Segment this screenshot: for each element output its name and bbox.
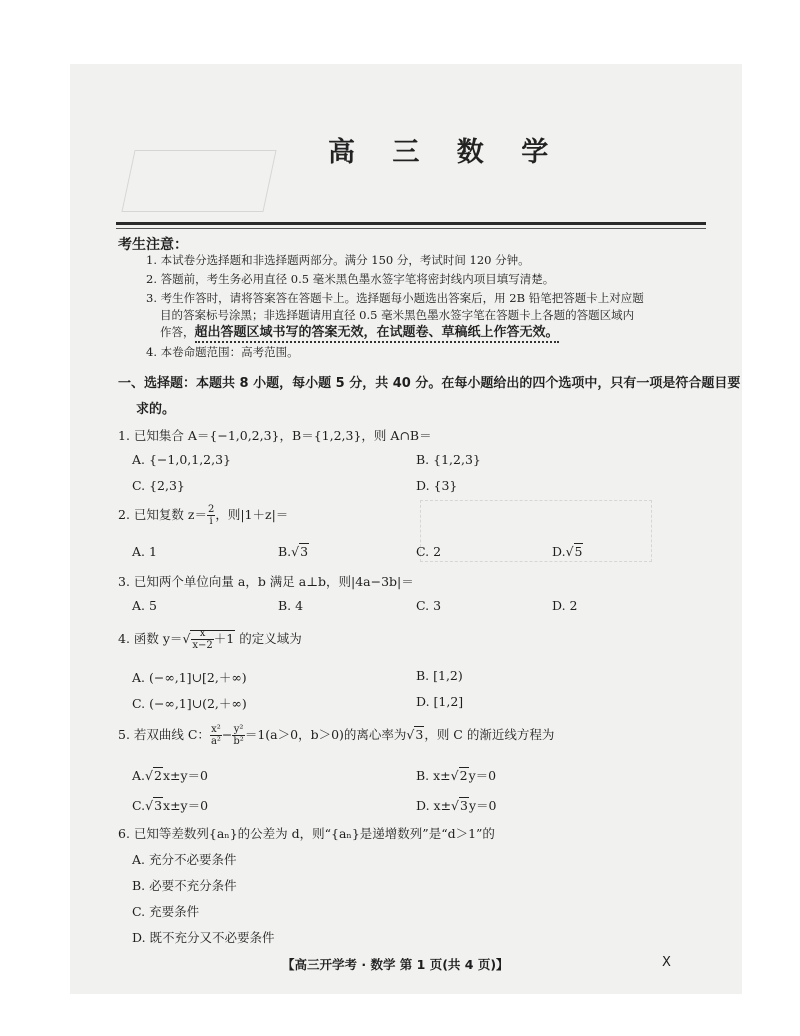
- option-letter: D. x±: [416, 798, 452, 813]
- question-4-option-a: A. (−∞,1]∪[2,＋∞): [132, 670, 247, 685]
- question-6-stem: 6. 已知等差数列{aₙ}的公差为 d，则“{aₙ}是递增数列”是“d＞1”的: [118, 826, 495, 841]
- question-2-stem: [118, 504, 288, 527]
- notice-line-1: 1. 本试卷分选择题和非选择题两部分。满分 150 分，考试时间 120 分钟。: [146, 253, 530, 267]
- notice-heading: 考生注意：: [118, 237, 188, 253]
- bleed-through-box: [420, 500, 652, 562]
- radical-tail: ＋1: [213, 631, 235, 646]
- option-letter: D.: [552, 544, 566, 559]
- question-5-fraction-x: [210, 724, 222, 747]
- question-5-stem-suffix: ，则 C 的渐近线方程为: [424, 727, 555, 742]
- question-4-option-d: D. [1,2]: [416, 694, 464, 709]
- option-letter: B. x±: [416, 768, 451, 783]
- question-1-option-c: C. {2,3}: [132, 478, 185, 493]
- notice-line-3c-prefix: 作答，: [160, 325, 195, 339]
- question-1-stem: 1. 已知集合 A＝{−1,0,2,3}，B＝{1,2,3}，则 A∩B＝: [118, 428, 432, 443]
- question-2-stem-prefix: 2. 已知复数 z＝: [118, 507, 207, 522]
- question-4-stem: 4. 函数 y＝√ $\frac{x}{x-2}$ ＋1 的定义域为: [118, 628, 302, 651]
- fraction-numerator: x: [191, 628, 213, 640]
- question-6-option-a: A. 充分不必要条件: [132, 852, 237, 867]
- minus-sign: −: [221, 727, 233, 742]
- option-letter: B.: [278, 544, 292, 559]
- question-2-option-d: D.√5: [552, 544, 583, 559]
- question-5-fraction-y: [232, 724, 244, 747]
- question-3-option-d: D. 2: [552, 598, 578, 613]
- fraction-denominator: a²: [210, 736, 221, 747]
- radicand: 2: [459, 768, 468, 783]
- section-heading: 一、选择题：本题共 8 小题，每小题 5 分，共 40 分。在每小题给出的四个选项中，只有一项是符合题目要: [118, 376, 741, 391]
- option-letter: C.: [132, 798, 146, 813]
- footer-mark: X: [662, 955, 671, 970]
- option-tail: y＝0: [468, 798, 497, 813]
- question-4-option-b: B. [1,2): [416, 668, 463, 683]
- question-1-option-b: B. {1,2,3}: [416, 452, 481, 467]
- question-6-option-d: D. 既不充分又不必要条件: [132, 930, 275, 945]
- header-divider-thin: [116, 228, 706, 229]
- radicand: 3: [154, 798, 163, 813]
- question-5-stem-mid: ＝1(a＞0，b＞0)的离心率为: [244, 727, 407, 742]
- bleed-through-figure: [121, 150, 276, 212]
- question-5-option-d: D. x±√3y＝0: [416, 798, 497, 813]
- fraction-denominator: x−2: [192, 640, 213, 651]
- fraction-numerator: y²: [233, 724, 244, 735]
- notice-line-3b: 目的答案标号涂黑；非选择题请用直径 0.5 毫米黑色墨水签字笔在答题卡上各题的答题区域内: [160, 308, 635, 322]
- notice-line-3c: [160, 324, 559, 341]
- notice-line-3a: 3. 考生作答时，请将答案答在答题卡上。选择题每小题选出答案后，用 2B 铅笔把答题卡上对应题: [146, 291, 644, 305]
- notice-line-2: 2. 答题前，考生务必用直径 0.5 毫米黑色墨水签字笔将密封线内项目填写清楚。: [146, 272, 555, 286]
- question-5-stem-prefix: 5. 若双曲线 C：: [118, 727, 210, 742]
- section-heading-cont: 求的。: [136, 402, 176, 417]
- question-4-stem-suffix: 的定义域为: [235, 631, 302, 646]
- question-3-stem: 3. 已知两个单位向量 a，b 满足 a⊥b，则|4a−3b|＝: [118, 574, 414, 589]
- question-2-stem-suffix: ，则|1＋z|＝: [215, 507, 289, 522]
- question-4-fraction: [191, 628, 213, 651]
- radicand: 5: [574, 544, 583, 559]
- question-3-option-c: C. 3: [416, 598, 442, 613]
- question-3-option-b: B. 4: [278, 598, 304, 613]
- question-2-option-b: B.√3: [278, 544, 309, 559]
- radical: [190, 628, 235, 651]
- question-2-option-a: A. 1: [132, 544, 157, 559]
- option-letter: A.: [132, 768, 146, 783]
- question-5-option-b: B. x±√2y＝0: [416, 768, 497, 783]
- radicand: 3: [415, 727, 424, 742]
- question-1-option-d: D. {3}: [416, 478, 458, 493]
- fraction-denominator: i: [209, 516, 213, 527]
- radicand: 2: [153, 768, 162, 783]
- fraction-denominator: b²: [233, 736, 244, 747]
- header-divider: [116, 222, 706, 225]
- question-2-option-c: C. 2: [416, 544, 442, 559]
- question-5-option-c: C.√3x±y＝0: [132, 798, 209, 813]
- option-tail: x±y＝0: [163, 798, 209, 813]
- question-4-option-c: C. (−∞,1]∪(2,＋∞): [132, 696, 247, 711]
- fraction-numerator: 2: [207, 504, 215, 515]
- option-tail: y＝0: [468, 768, 497, 783]
- fraction-numerator: x²: [211, 724, 221, 735]
- page-footer: 【高三开学考 · 数学 第 1 页(共 4 页)】: [282, 957, 509, 972]
- question-5-stem: 5. 若双曲线 C： $\frac{\text{x²}}{\text{a²}}$ − $\frac{\text{y²}}{\text{b²}}$ ＝1(a＞0，b＞0)的离心率为√3，则 C 的渐近线方程为: [118, 724, 555, 747]
- question-4-stem-prefix: 4. 函数 y＝: [118, 631, 183, 646]
- radicand: 3: [460, 798, 468, 813]
- question-1-option-a: A. {−1,0,1,2,3}: [132, 452, 232, 467]
- notice-line-4: 4. 本卷命题范围：高考范围。: [146, 345, 299, 359]
- question-5-option-a: A.√2x±y＝0: [132, 768, 208, 783]
- radicand: 3: [300, 544, 309, 559]
- question-3-option-a: A. 5: [132, 598, 157, 613]
- page-title: 高 三 数 学: [328, 137, 563, 168]
- question-6-option-c: C. 充要条件: [132, 904, 200, 919]
- notice-warning: 超出答题区域书写的答案无效，在试题卷、草稿纸上作答无效。: [195, 325, 559, 343]
- option-tail: x±y＝0: [162, 768, 208, 783]
- question-6-option-b: B. 必要不充分条件: [132, 878, 237, 893]
